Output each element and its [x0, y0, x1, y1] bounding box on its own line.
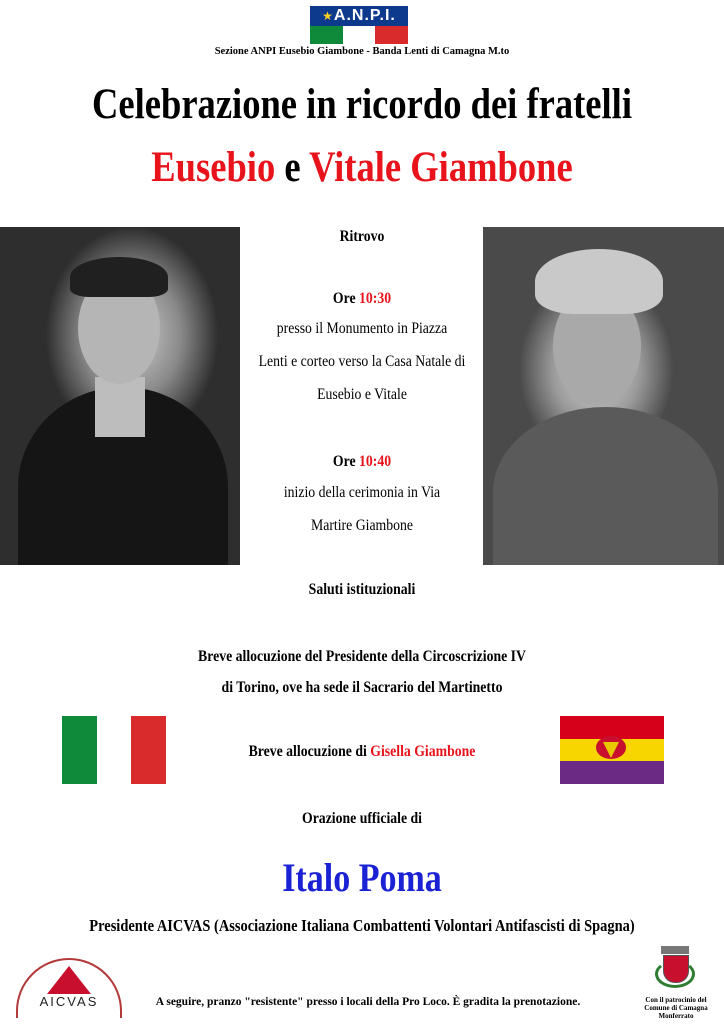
allocuzione1-line2: di Torino, ove ha sede il Sacrario del Martinetto [221, 679, 503, 696]
event2-line1: inizio della cerimonia in Via [283, 484, 441, 501]
title-conjunction: e [284, 144, 301, 191]
orazione-label: Orazione ufficiale di [302, 810, 422, 827]
time-2: Ore 10:40 [332, 453, 392, 470]
footer-note: A seguire, pranzo "resistente" presso i locali della Pro Loco. È gradita la prenotazione. [155, 996, 581, 1008]
event1-line1: presso il Monumento in Piazza [276, 320, 448, 337]
star-icon: ★ [322, 9, 334, 23]
title-line1: Celebrazione in ricordo dei fratelli [92, 81, 632, 128]
saluti-label: Saluti istituzionali [308, 581, 416, 598]
time-1-value: 10:30 [359, 290, 392, 307]
title-name-eusebio: Eusebio [151, 144, 276, 191]
ritrovo-label: Ritrovo [339, 228, 385, 245]
comune-crest-icon [655, 946, 695, 992]
event1-line2: Lenti e corteo verso la Casa Natale di [258, 353, 466, 370]
title-name-vitale: Vitale Giambone [309, 144, 573, 191]
triangle-icon [47, 966, 91, 994]
event1-line3: Eusebio e Vitale [317, 386, 407, 403]
time-1: Ore 10:30 [332, 290, 392, 307]
speaker-name: Italo Poma [282, 855, 442, 900]
allocuzione2-name: Gisella Giambone [370, 743, 476, 760]
speaker-role: Presidente AICVAS (Associazione Italiana Combattenti Volontari Antifascisti di Spagna) [89, 916, 635, 935]
anpi-logo-text: A.N.P.I. [333, 7, 396, 24]
section-subtitle: Sezione ANPI Eusebio Giambone - Banda Lenti di Camagna M.to [214, 46, 510, 57]
italian-flag-stripe [310, 26, 408, 44]
title-line2 [54, 143, 669, 193]
event2-line2: Martire Giambone [310, 517, 414, 534]
anpi-logo [310, 6, 408, 44]
allocuzione1-line1: Breve allocuzione del Presidente della Circoscrizione IV [198, 648, 526, 665]
patrocinio-note: Con il patrocinio del Comune di Camagna Monferrato [644, 996, 708, 1020]
aicvas-logo-text: AICVAS [39, 994, 99, 1009]
aicvas-logo [10, 958, 128, 1018]
allocuzione2: Breve allocuzione di Gisella Giambone [248, 743, 476, 760]
time-2-value: 10:40 [359, 453, 392, 470]
